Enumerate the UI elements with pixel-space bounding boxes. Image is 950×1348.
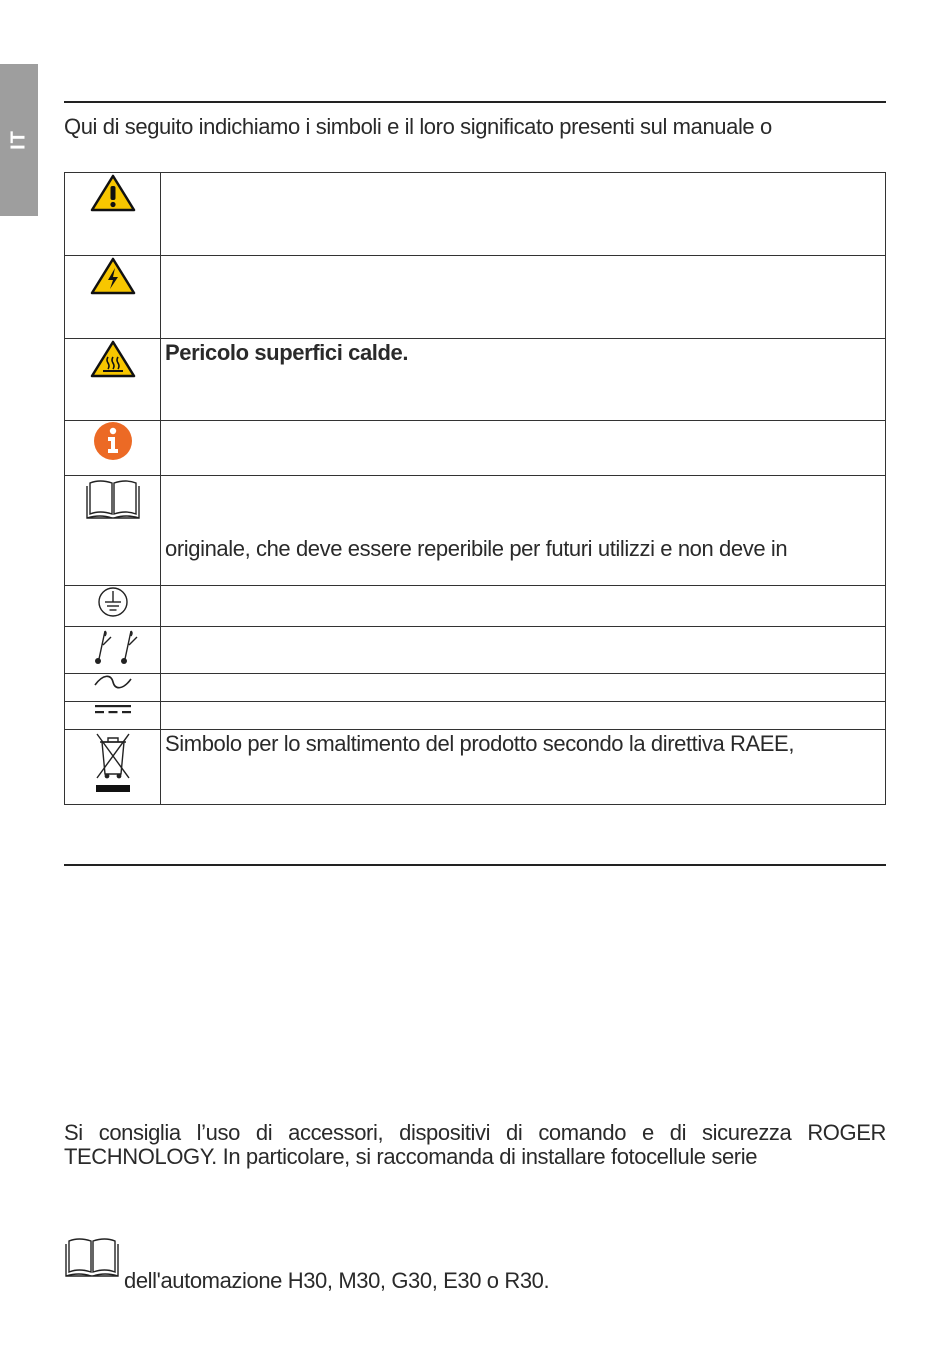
weee-bin-icon [91, 730, 135, 799]
info-icon [93, 421, 133, 466]
symbol-row [65, 421, 886, 476]
direct-current-icon [93, 702, 133, 721]
symbols-table [64, 172, 886, 805]
top-divider [64, 101, 886, 103]
symbol-description [161, 586, 886, 627]
temperature-icon [85, 627, 141, 672]
ground-earth-icon [97, 586, 129, 623]
symbol-row [65, 730, 886, 805]
electric-hazard-icon [89, 256, 137, 301]
symbol-description [161, 627, 886, 674]
section-divider [64, 864, 886, 866]
intro-text: Qui di seguito indichiamo i simboli e il loro significato presenti sul manuale o [64, 114, 772, 139]
warning-exclamation-icon [89, 173, 137, 218]
manual-reference [64, 1234, 550, 1293]
symbol-row [65, 586, 886, 627]
symbol-row [65, 627, 886, 674]
hot-surface-icon [89, 339, 137, 384]
accessories-paragraph [64, 1121, 886, 1169]
manual-book-icon [85, 476, 141, 527]
language-tab-label: IT [7, 130, 30, 150]
symbol-description [161, 702, 886, 730]
manual-reference-text: dell'automazione H30, M30, G30, E30 o R30. [124, 1268, 550, 1293]
manual-book-icon [64, 1234, 120, 1285]
symbol-description: Simbolo per lo smaltimento del prodotto secondo la direttiva RAEE, [161, 730, 886, 805]
symbol-description [161, 173, 886, 256]
language-tab [0, 64, 38, 216]
accessories-line-2: TECHNOLOGY. In particolare, si raccomanda di installare fotocellule serie [64, 1144, 758, 1169]
symbol-description: originale, che deve essere reperibile per futuri utilizzi e non deve in [161, 476, 886, 586]
accessories-line-1: Si consiglia l’uso di accessori, dispositivi di comando e di sicurezza ROGER [64, 1120, 886, 1145]
symbol-description: Pericolo superfici calde. [161, 339, 886, 421]
symbol-row [65, 702, 886, 730]
alternating-current-icon [93, 674, 133, 695]
symbol-description [161, 674, 886, 702]
symbol-description [161, 421, 886, 476]
symbol-row [65, 476, 886, 586]
symbol-row [65, 339, 886, 421]
symbol-row [65, 173, 886, 256]
symbol-row [65, 256, 886, 339]
symbol-description [161, 256, 886, 339]
symbol-row [65, 674, 886, 702]
